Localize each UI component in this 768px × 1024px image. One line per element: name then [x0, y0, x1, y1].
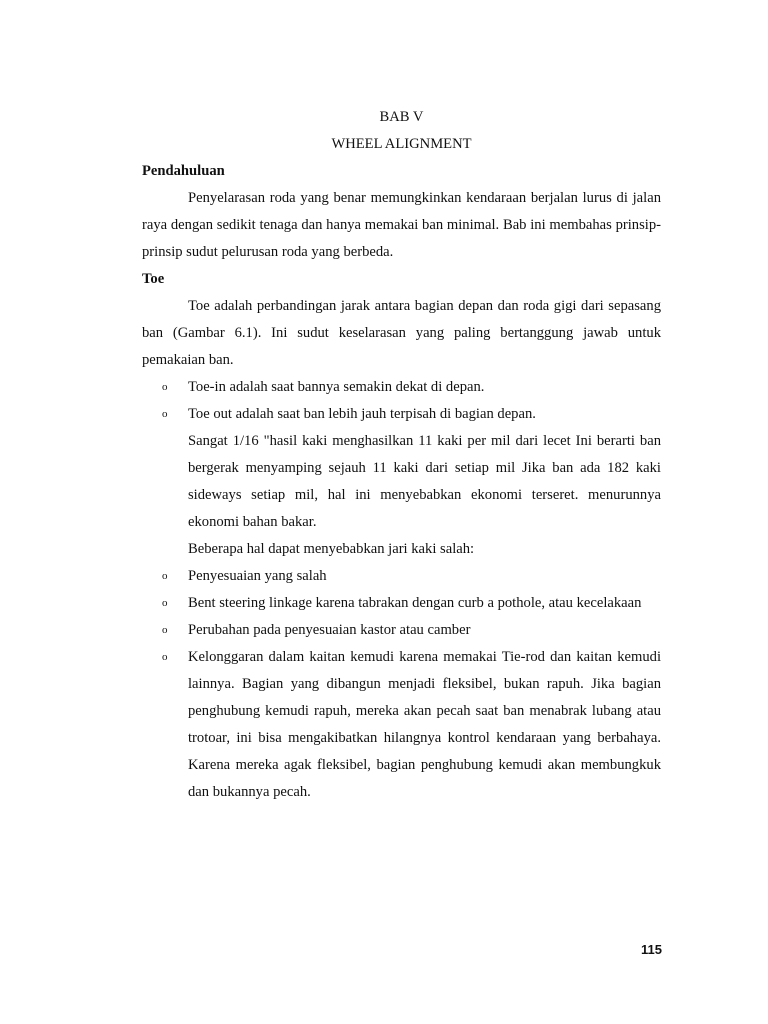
list-item-text: Toe-in adalah saat bannya semakin dekat di depan.: [188, 379, 485, 395]
list-item: [142, 401, 661, 428]
list-item-text: Kelonggaran dalam kaitan kemudi karena memakai Tie-rod dan kaitan kemudi lainnya. Bagian yang dibangun menjadi fleksibel, bukan rapuh. Jika bagian penghubung kemudi rapuh, mereka akan pecah saat ban menabrak lubang atau trotoar, ini bisa mengakibatkan hilangnya kontrol kendaraan yang berbahaya. Karena mereka agak fleksibel, bagian penghubung kemudi akan membungkuk dan bukannya pecah.: [188, 649, 661, 800]
bullet-icon: o: [162, 570, 168, 582]
list-item: [142, 617, 661, 644]
list-item-text: Penyesuaian yang salah: [188, 568, 327, 584]
list-item-text: Perubahan pada penyesuaian kastor atau camber: [188, 622, 471, 638]
list-item: [142, 563, 661, 590]
list-item: [142, 374, 661, 401]
intro-paragraph: Penyelarasan roda yang benar memungkinkan kendaraan berjalan lurus di jalan raya dengan sedikit tenaga dan hanya memakai ban minimal. Bab ini membahas prinsip-prinsip sudut pelurusan roda yang berbeda.: [142, 190, 661, 260]
page-number: 115: [641, 942, 662, 957]
list-item: [142, 644, 661, 806]
bullet-icon: o: [162, 624, 168, 636]
list-item-text: Toe out adalah saat ban lebih jauh terpisah di bagian depan.: [188, 406, 536, 422]
bullet-icon: o: [162, 381, 168, 393]
causes-intro: Beberapa hal dapat menyebabkan jari kaki salah:: [188, 541, 475, 557]
toe-note-paragraph: Sangat 1/16 "hasil kaki menghasilkan 11 kaki per mil dari lecet Ini berarti ban bergerak menyamping sejauh 11 kaki dari setiap mil Jika ban ada 182 kaki sideways setiap mil, hal ini menyebabkan ekonomi terseret. menurunnya ekonomi bahan bakar.: [188, 433, 661, 530]
list-item-text: Bent steering linkage karena tabrakan dengan curb a pothole, atau kecelakaan: [188, 595, 642, 611]
toe-paragraph: Toe adalah perbandingan jarak antara bagian depan dan roda gigi dari sepasang ban (Gambar 6.1). Ini sudut keselarasan yang paling bertanggung jawab untuk pemakaian ban.: [142, 298, 661, 368]
chapter-title: WHEEL ALIGNMENT: [331, 136, 472, 152]
section-heading-toe: Toe: [142, 271, 165, 287]
section-heading-intro: Pendahuluan: [142, 163, 225, 179]
bullet-icon: o: [162, 651, 168, 663]
bullet-icon: o: [162, 408, 168, 420]
chapter-label: BAB V: [379, 109, 424, 125]
causes-bullet-list: [142, 563, 661, 806]
list-item: [142, 590, 661, 617]
bullet-icon: o: [162, 597, 168, 609]
page-content: [142, 104, 661, 806]
toe-bullet-list: [142, 374, 661, 428]
